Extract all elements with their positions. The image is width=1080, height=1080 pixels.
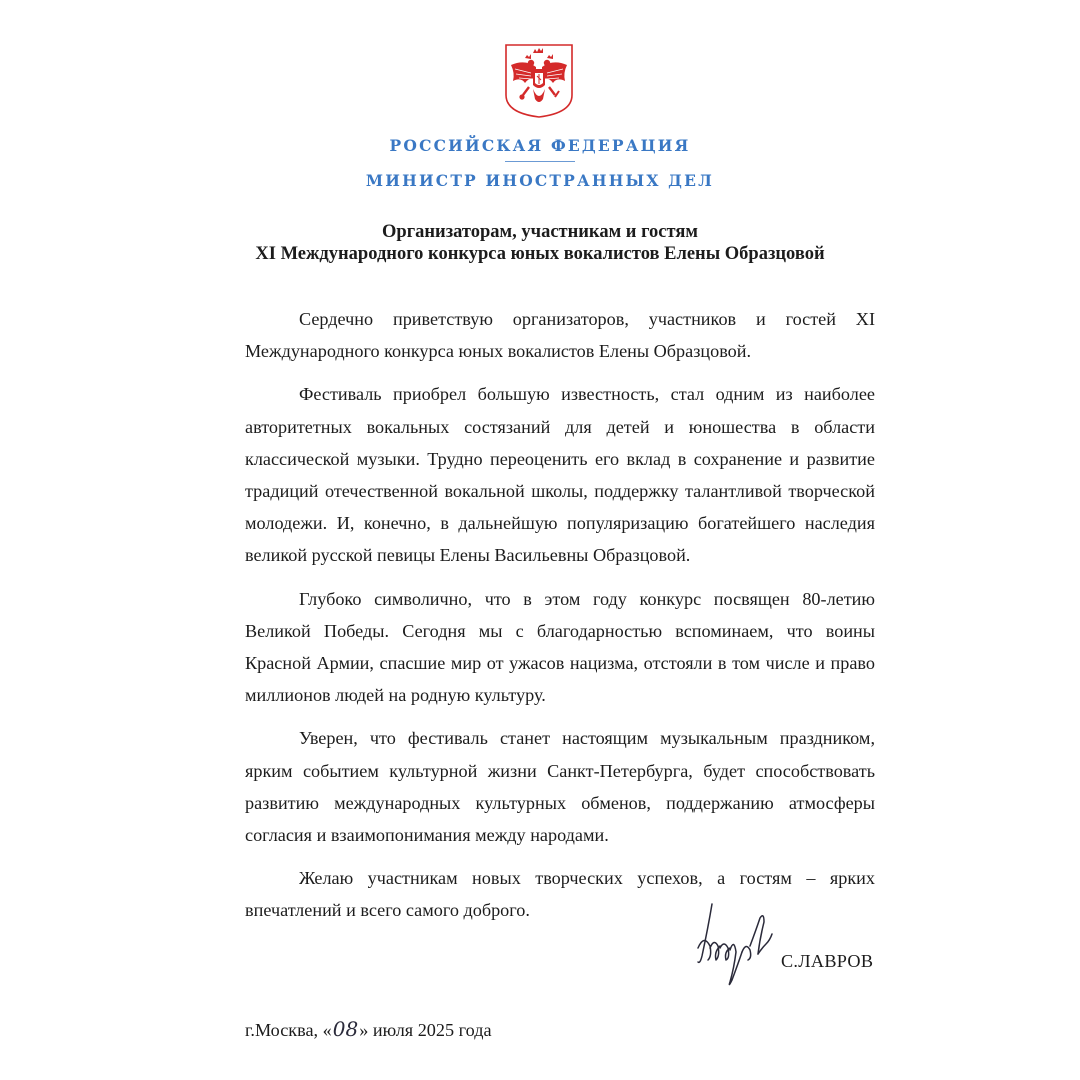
place-date-prefix: г.Москва, « (245, 1020, 332, 1040)
addressee (0, 221, 1080, 265)
addressee-line-2: XI Международного конкурса юных вокалистов Елены Образцовой (255, 244, 825, 264)
paragraph: Сердечно приветствую организаторов, участников и гостей XI Международного конкурса юных вокалистов Елены Образцовой. (245, 309, 875, 362)
header-divider (505, 161, 575, 162)
letter-body (245, 303, 875, 927)
paragraph: Глубоко символично, что в этом году конкурс посвящен 80-летию Великой Победы. Сегодня мы с благодарностью вспоминаем, что воины Красной Армии, спасшие мир от ужасов нацизма, отстояли в том числе и право миллионов людей на родную культуру. (245, 588, 875, 706)
handwritten-day: 08 (332, 1017, 359, 1041)
handwritten-signature-icon (690, 898, 782, 994)
paragraph: Фестиваль приобрел большую известность, стал одним из наиболее авторитетных вокальных состязаний для детей и юношества в области классической музыки. Трудно переоценить его вклад в сохранение и развитие традиций отечественной вокальной школы, поддержку талантливой творческой молодежи. И, конечно, в дальнейшую популяризацию богатейшего наследия великой русской певицы Елены Васильевны Образцовой. (245, 384, 875, 566)
signer-name: С.ЛАВРОВ (781, 951, 874, 971)
country-title: РОССИЙСКАЯ ФЕДЕРАЦИЯ (389, 136, 691, 155)
paragraph: Желаю участникам новых творческих успехов, а гостям – ярких впечатлений и всего самого доброго. (245, 868, 875, 921)
minister-title: МИНИСТР ИНОСТРАННЫХ ДЕЛ (365, 171, 715, 190)
coat-of-arms-icon (503, 43, 575, 119)
addressee-line-1: Организаторам, участникам и гостям (382, 222, 698, 242)
place-date (245, 1017, 492, 1041)
place-date-suffix: » июля 2025 года (359, 1020, 492, 1040)
paragraph: Уверен, что фестиваль станет настоящим музыкальным праздником, ярким событием культурной жизни Санкт-Петербурга, будет способствовать развитию международных культурных обменов, поддержанию атмосферы согласия и взаимопонимания между народами. (245, 728, 875, 846)
